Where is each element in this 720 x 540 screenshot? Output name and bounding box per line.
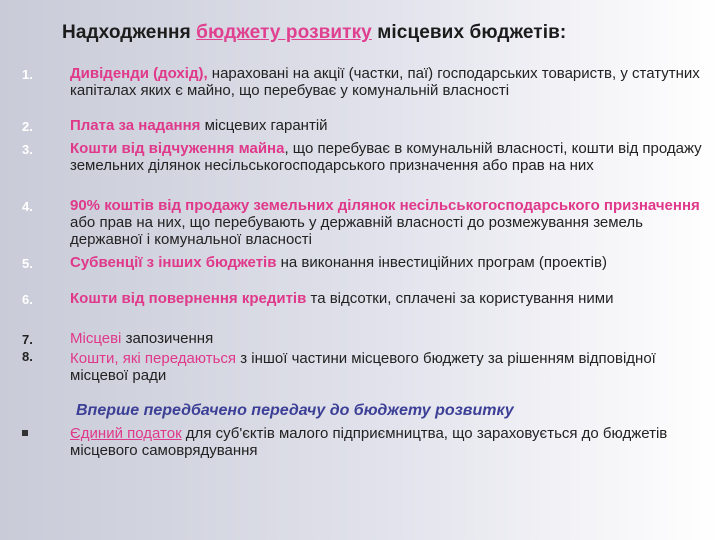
list-item-6 (70, 290, 715, 307)
list-item-7 (70, 330, 715, 347)
title-highlight: бюджету розвитку (196, 22, 372, 43)
item-4-text: або прав на них, що перебувають у державній власності до розмежування земель державної і комунальної власності (70, 214, 643, 248)
item-6-text: та відсотки, сплачені за користування ними (306, 290, 614, 307)
item-2-text: місцевих гарантій (200, 117, 328, 134)
item-number-7: 7. (22, 332, 33, 347)
list-item-single-tax (70, 425, 715, 459)
single-tax-text: для суб'єктів малого підприємництва, що зараховується до бюджетів місцевого самоврядування (70, 425, 668, 459)
item-7-highlight: Місцеві (70, 330, 122, 347)
note-first-time: Вперше передбачено передачу до бюджету розвитку (76, 402, 514, 419)
item-number-5: 5. (22, 256, 33, 271)
item-2-highlight: Плата за надання (70, 117, 201, 134)
item-8-highlight: Кошти, які передаються (70, 350, 237, 367)
single-tax-highlight: Єдиний податок (70, 425, 182, 442)
list-item-5 (70, 254, 715, 271)
item-5-highlight: Субвенції з інших бюджетів (70, 254, 277, 271)
item-8-text: з іншої частини місцевого бюджету за рішенням відповідної місцевої ради (70, 350, 656, 384)
item-6-highlight: Кошти від повернення кредитів (70, 290, 307, 307)
item-number-6: 6. (22, 292, 33, 307)
item-number-4: 4. (22, 199, 33, 214)
list-item-2 (70, 117, 715, 134)
square-bullet-icon (22, 430, 28, 436)
list-item-3 (70, 140, 715, 174)
item-number-2: 2. (22, 119, 33, 134)
title-text-start: Надходження (62, 22, 197, 43)
item-3-text: , що перебуває в комунальній власності, кошти від продажу земельних ділянок несільськогосподарського призначення або прав на них (70, 140, 702, 174)
title-text-end: місцевих бюджетів: (371, 22, 567, 43)
slide-title (62, 22, 702, 44)
item-number-3: 3. (22, 142, 33, 157)
list-item-1 (70, 65, 715, 99)
item-5-text: на виконання інвестиційних програм (проектів) (276, 254, 607, 271)
list-item-4 (70, 197, 715, 248)
item-1-highlight: Дивіденди (дохід), (70, 65, 208, 82)
list-item-8 (70, 350, 715, 384)
item-1-text: нараховані на акції (частки, паї) господарських товариств, у статутних капіталах яких є майно, що перебуває у комунальній власності (70, 65, 700, 99)
item-7-text: запозичення (121, 330, 214, 347)
item-3-highlight: Кошти від відчуження майна (70, 140, 285, 157)
item-number-1: 1. (22, 67, 33, 82)
item-4-highlight: 90% коштів від продажу земельних ділянок несільськогосподарського призначення (70, 197, 700, 214)
item-number-8: 8. (22, 349, 33, 364)
